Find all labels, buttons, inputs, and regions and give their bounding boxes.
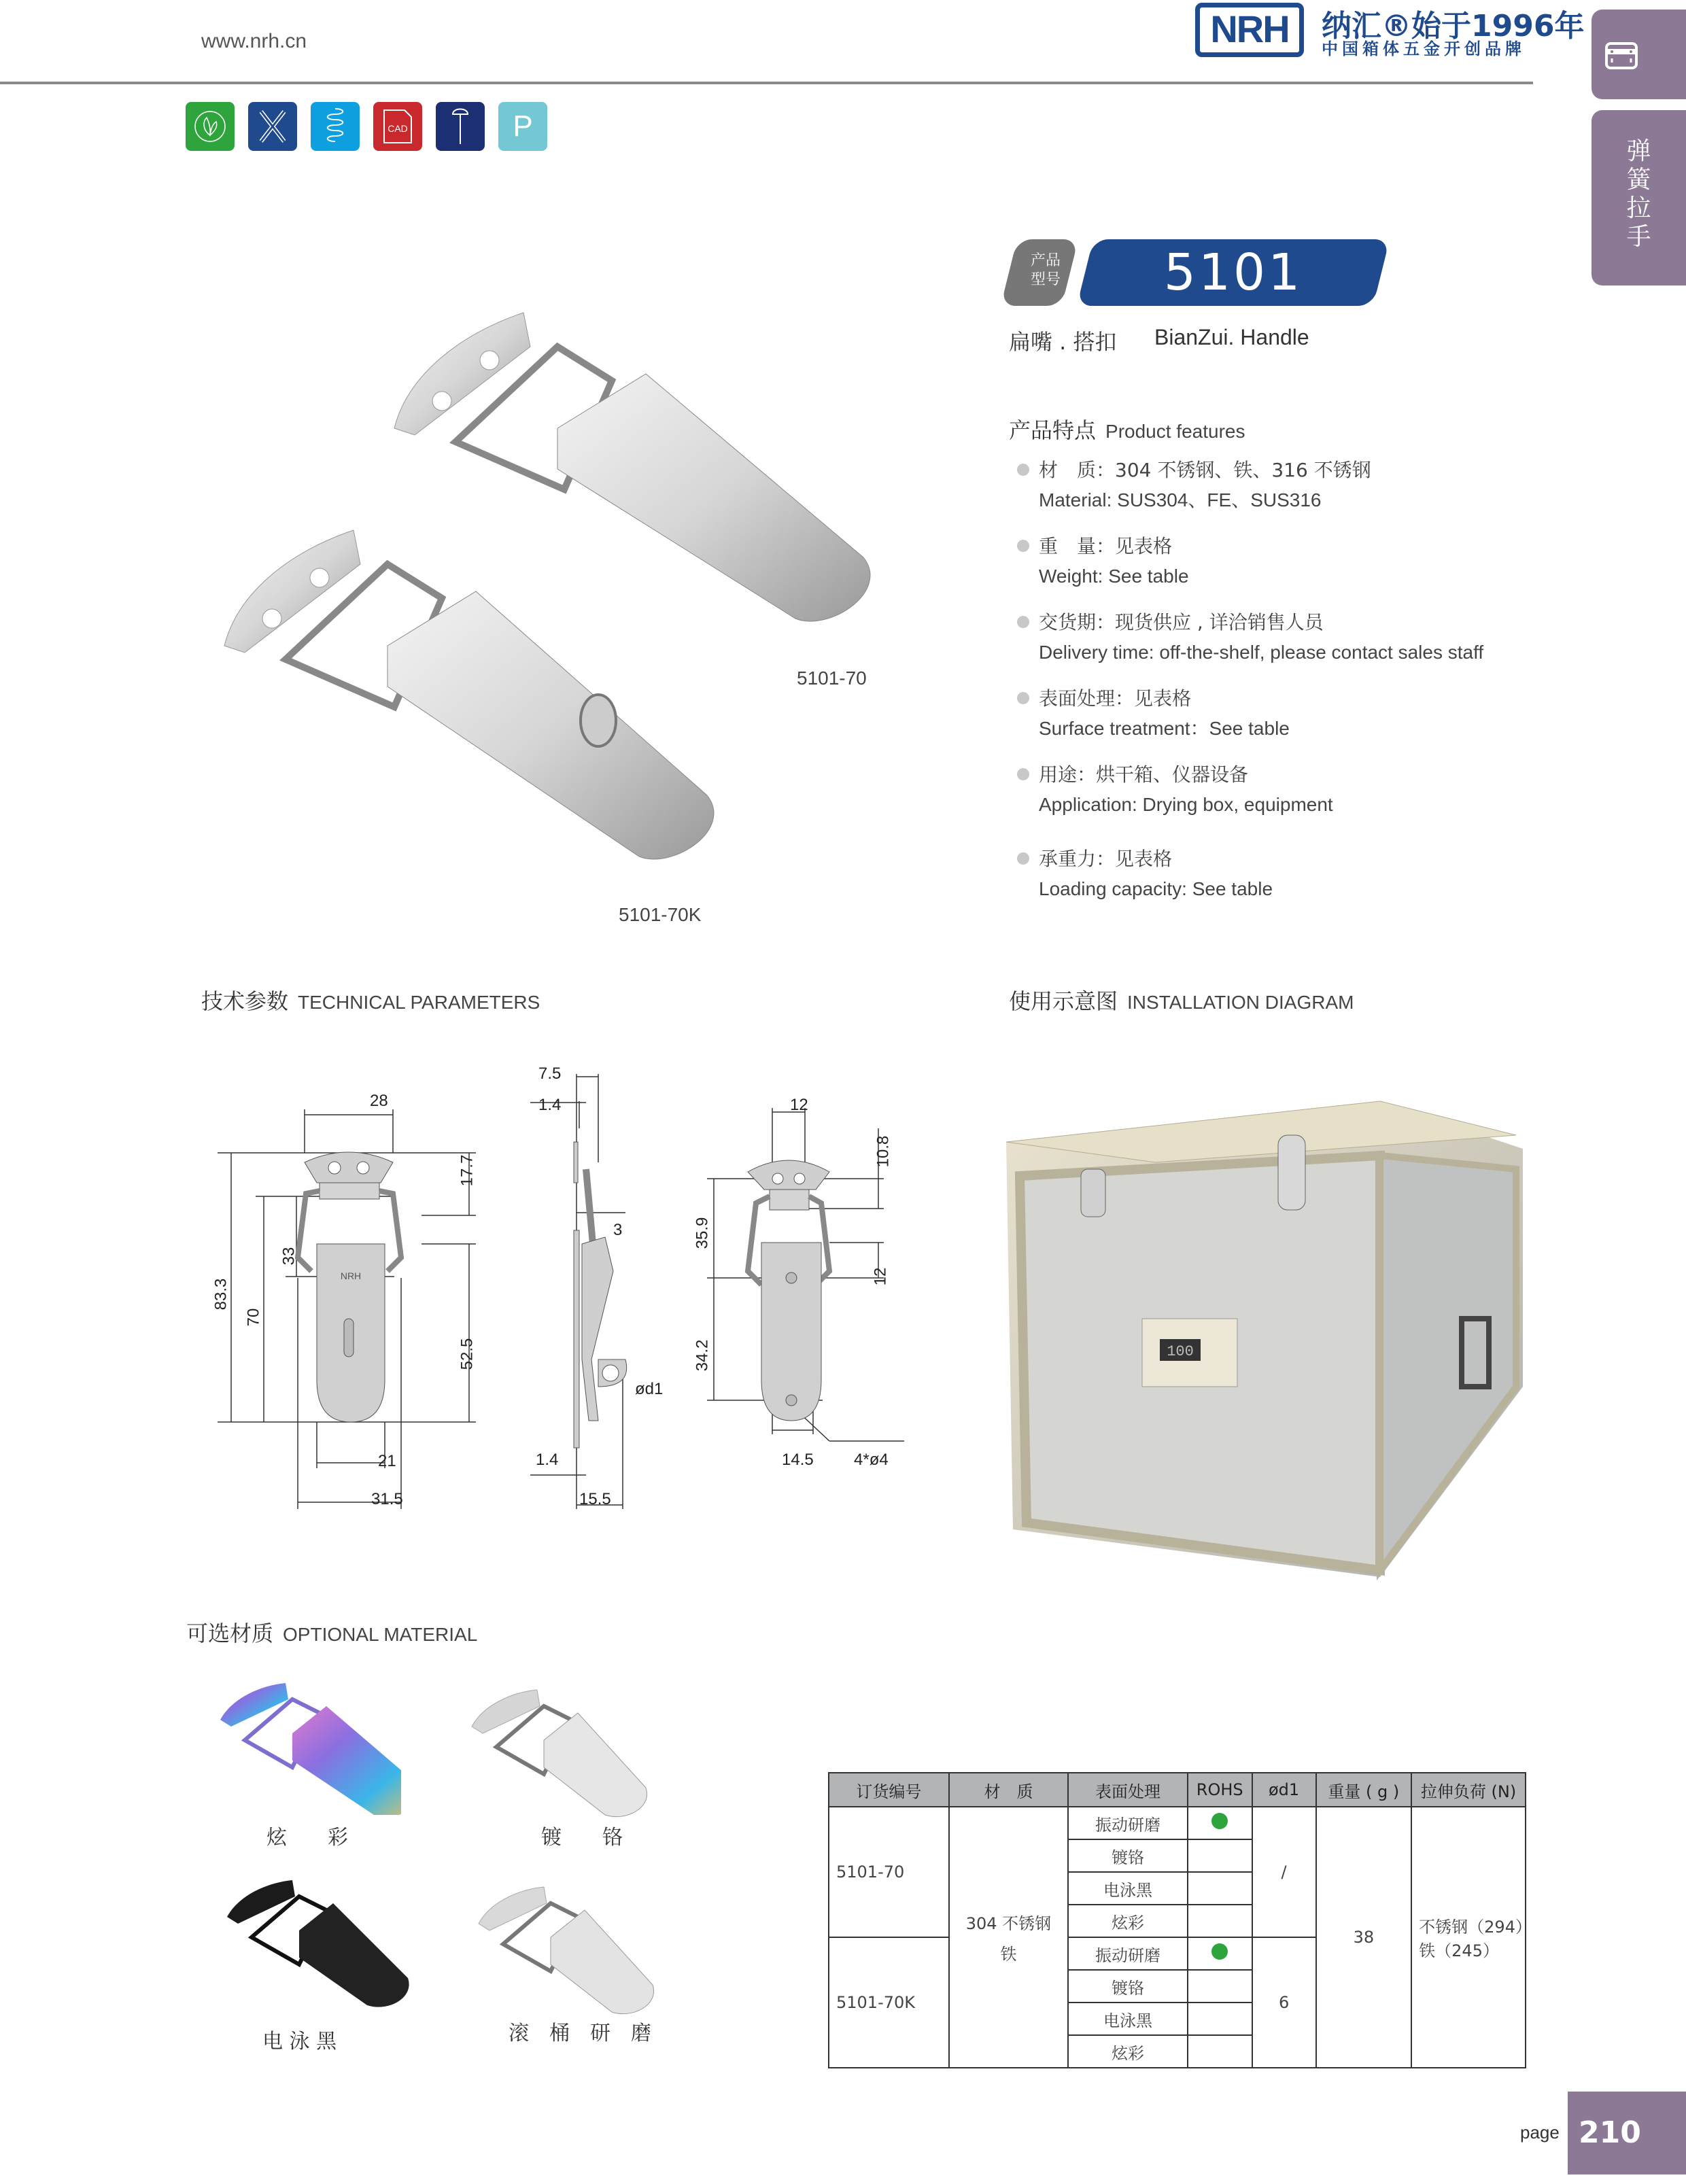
technical-title-cn: 技术参数 xyxy=(201,988,289,1014)
dim-4x-o4: 4*ø4 xyxy=(854,1451,889,1469)
spring-icon xyxy=(311,102,360,151)
model-number: 5101 xyxy=(1163,243,1303,302)
material-chrome-photo xyxy=(469,1686,653,1822)
technical-title-en: TECHNICAL PARAMETERS xyxy=(298,992,540,1013)
material-line: 304 不锈钢 xyxy=(965,1914,1052,1933)
feature-cn: 交货期：现货供应 , 详洽销售人员 xyxy=(1039,611,1324,634)
cad-file-icon xyxy=(373,102,422,151)
page-number: 210 xyxy=(1568,2092,1686,2174)
bullet-dot xyxy=(1017,768,1029,780)
brand-tagline: 中国箱体五金开创品牌 xyxy=(1322,39,1526,58)
col-load: 拉伸负荷 (N) xyxy=(1411,1773,1526,1807)
eco-leaf-icon xyxy=(186,102,235,151)
feature-en: Application: Drying box, equipment xyxy=(1039,794,1333,815)
dim-7-5: 7.5 xyxy=(538,1064,562,1083)
material-label-tumbled: 滚 桶 研 磨 xyxy=(509,2022,651,2045)
dim-12-right: 12 xyxy=(871,1267,890,1286)
order-code-cell: 5101-70K xyxy=(829,1937,949,2068)
rohs-compliant-dot xyxy=(1211,1943,1228,1960)
rohs-cell xyxy=(1188,1807,1252,1839)
surface-cell: 炫彩 xyxy=(1068,1905,1188,1937)
installation-photo xyxy=(999,1033,1530,1591)
col-weight: 重量 ( g ) xyxy=(1316,1773,1412,1807)
rohs-cell xyxy=(1188,2003,1252,2035)
surface-cell: 镀铬 xyxy=(1068,1970,1188,2003)
optional-material-title-en: OPTIONAL MATERIAL xyxy=(283,1624,478,1645)
material-label-iridescent: 炫 彩 xyxy=(266,1826,348,1850)
bullet-dot xyxy=(1017,692,1029,704)
feature-surface xyxy=(1016,684,1532,744)
svg-text:NRH: NRH xyxy=(340,1270,362,1281)
dim-52-5: 52.5 xyxy=(458,1338,477,1370)
dim-70: 70 xyxy=(244,1308,263,1327)
bullet-dot xyxy=(1017,464,1029,476)
box-display-reading: 100 xyxy=(1167,1343,1194,1360)
feature-cn: 材 质：304 不锈钢、铁、316 不锈钢 xyxy=(1039,459,1371,481)
table-header-row xyxy=(829,1773,1526,1807)
dim-17-7: 17.7 xyxy=(458,1154,477,1187)
model-label-text xyxy=(1018,252,1073,290)
product-name-cn: 扁嘴 . 搭扣 xyxy=(1009,329,1117,355)
drawing-front-view xyxy=(218,1074,503,1523)
order-code-cell: 5101-70 xyxy=(829,1807,949,1937)
dim-10-8: 10.8 xyxy=(874,1135,893,1168)
dim-15-5: 15.5 xyxy=(579,1490,611,1508)
bullet-dot xyxy=(1017,852,1029,865)
feature-delivery xyxy=(1016,608,1532,668)
rohs-cell xyxy=(1188,1839,1252,1872)
col-rohs: ROHS xyxy=(1188,1773,1252,1807)
brand-name: 纳汇®始于1996年 xyxy=(1322,9,1585,44)
col-surface: 表面处理 xyxy=(1068,1773,1188,1807)
feature-en: Material: SUS304、FE、SUS316 xyxy=(1039,489,1322,510)
col-order-code: 订货编号 xyxy=(829,1773,949,1807)
weight-cell: 38 xyxy=(1316,1807,1412,2068)
installation-title-en: INSTALLATION DIAGRAM xyxy=(1127,992,1354,1013)
dim-34-2: 34.2 xyxy=(693,1339,712,1372)
technical-title xyxy=(201,984,540,1016)
optional-material-title-cn: 可选材质 xyxy=(186,1620,274,1646)
page-label: page xyxy=(1520,2122,1560,2143)
feature-material xyxy=(1016,455,1532,515)
tab-char: 弹 xyxy=(1626,137,1651,165)
site-url[interactable]: www.nrh.cn xyxy=(201,30,307,52)
dim-12-top: 12 xyxy=(790,1096,808,1114)
col-material: 材 质 xyxy=(949,1773,1069,1807)
dim-14-5: 14.5 xyxy=(782,1451,814,1469)
load-line: 不锈钢（294） xyxy=(1419,1918,1532,1937)
dim-35-9: 35.9 xyxy=(693,1217,712,1249)
material-label-chrome: 镀 铬 xyxy=(541,1826,623,1850)
installation-title xyxy=(1009,984,1354,1016)
dim-31-5: 31.5 xyxy=(371,1490,403,1508)
feature-en: Weight: See table xyxy=(1039,566,1189,587)
rohs-cell xyxy=(1188,1905,1252,1937)
product-name-en: BianZui. Handle xyxy=(1154,325,1309,349)
design-tools-icon xyxy=(248,102,297,151)
rohs-cell xyxy=(1188,1872,1252,1905)
material-black-photo xyxy=(224,1876,415,2012)
feature-load xyxy=(1016,844,1532,904)
drawing-side-view xyxy=(530,1067,666,1516)
load-cell xyxy=(1411,1807,1532,2068)
rohs-cell xyxy=(1188,1937,1252,1970)
col-d1: ød1 xyxy=(1252,1773,1316,1807)
model-label-line: 产品 xyxy=(1030,252,1061,269)
header-divider xyxy=(0,82,1533,84)
feature-icons-row xyxy=(186,102,547,151)
nrh-logo: NRH xyxy=(1195,3,1304,57)
dim-33: 33 xyxy=(279,1247,298,1266)
side-tab-spring-handle[interactable] xyxy=(1592,110,1686,285)
dim-od1: ød1 xyxy=(635,1380,664,1398)
svg-text:CAD: CAD xyxy=(388,123,408,134)
feature-en: Surface treatment：See table xyxy=(1039,718,1290,739)
rohs-cell xyxy=(1188,2035,1252,2068)
model-label-line: 型号 xyxy=(1030,271,1061,288)
material-line: 铁 xyxy=(1000,1945,1017,1964)
feature-cn: 重 量：见表格 xyxy=(1039,535,1173,557)
load-line: 铁（245） xyxy=(1419,1941,1499,1960)
dim-1-4-top: 1.4 xyxy=(538,1096,562,1114)
feature-cn: 承重力：见表格 xyxy=(1039,848,1173,870)
spec-table xyxy=(828,1772,1532,2068)
dim-28: 28 xyxy=(370,1092,388,1110)
product-photo-5101-70k xyxy=(218,523,748,877)
tab-char: 手 xyxy=(1626,223,1651,251)
surface-cell: 振动研磨 xyxy=(1068,1807,1188,1839)
feature-cn: 用途：烘干箱、仪器设备 xyxy=(1039,763,1249,786)
product-label-5101-70k: 5101-70K xyxy=(619,904,702,925)
feature-en: Loading capacity: See table xyxy=(1039,878,1273,899)
surface-cell: 炫彩 xyxy=(1068,2035,1188,2068)
dim-1-4-bottom: 1.4 xyxy=(536,1451,559,1469)
surface-cell: 振动研磨 xyxy=(1068,1937,1188,1970)
material-iridescent-photo xyxy=(218,1679,401,1815)
surface-cell: 电泳黑 xyxy=(1068,2003,1188,2035)
feature-weight xyxy=(1016,532,1532,591)
dim-83-3: 83.3 xyxy=(211,1278,230,1311)
d1-cell: / xyxy=(1252,1807,1316,1937)
features-title xyxy=(1009,413,1245,445)
parking-p-icon: P xyxy=(498,102,547,151)
bullet-dot xyxy=(1017,540,1029,552)
material-label-black: 电 泳 黑 xyxy=(262,2030,337,2053)
dim-21: 21 xyxy=(378,1452,396,1470)
installation-title-cn: 使用示意图 xyxy=(1009,988,1118,1014)
surface-cell: 镀铬 xyxy=(1068,1839,1188,1872)
product-label-5101-70: 5101-70 xyxy=(797,668,867,689)
rohs-cell xyxy=(1188,1970,1252,2003)
tab-char: 簧 xyxy=(1626,166,1651,194)
feature-en: Delivery time: off-the-shelf, please contact sales staff xyxy=(1039,642,1484,663)
table-row xyxy=(829,1807,1526,1839)
d1-cell: 6 xyxy=(1252,1937,1316,2068)
dim-3: 3 xyxy=(613,1221,623,1239)
bullet-dot xyxy=(1017,616,1029,628)
material-cell xyxy=(949,1807,1069,2068)
case-latch-icon xyxy=(1592,10,1686,99)
rohs-compliant-dot xyxy=(1211,1813,1228,1829)
features-title-en: Product features xyxy=(1105,421,1245,442)
feature-cn: 表面处理：见表格 xyxy=(1039,687,1192,710)
side-tab-category-icon[interactable] xyxy=(1592,10,1686,99)
tab-char: 拉 xyxy=(1626,194,1651,222)
optional-material-title xyxy=(186,1616,477,1648)
feature-application xyxy=(1016,760,1532,820)
material-tumbled-photo xyxy=(476,1883,659,2019)
features-list xyxy=(1016,455,1532,920)
surface-cell: 电泳黑 xyxy=(1068,1872,1188,1905)
screw-icon xyxy=(436,102,485,151)
features-title-cn: 产品特点 xyxy=(1009,417,1097,443)
